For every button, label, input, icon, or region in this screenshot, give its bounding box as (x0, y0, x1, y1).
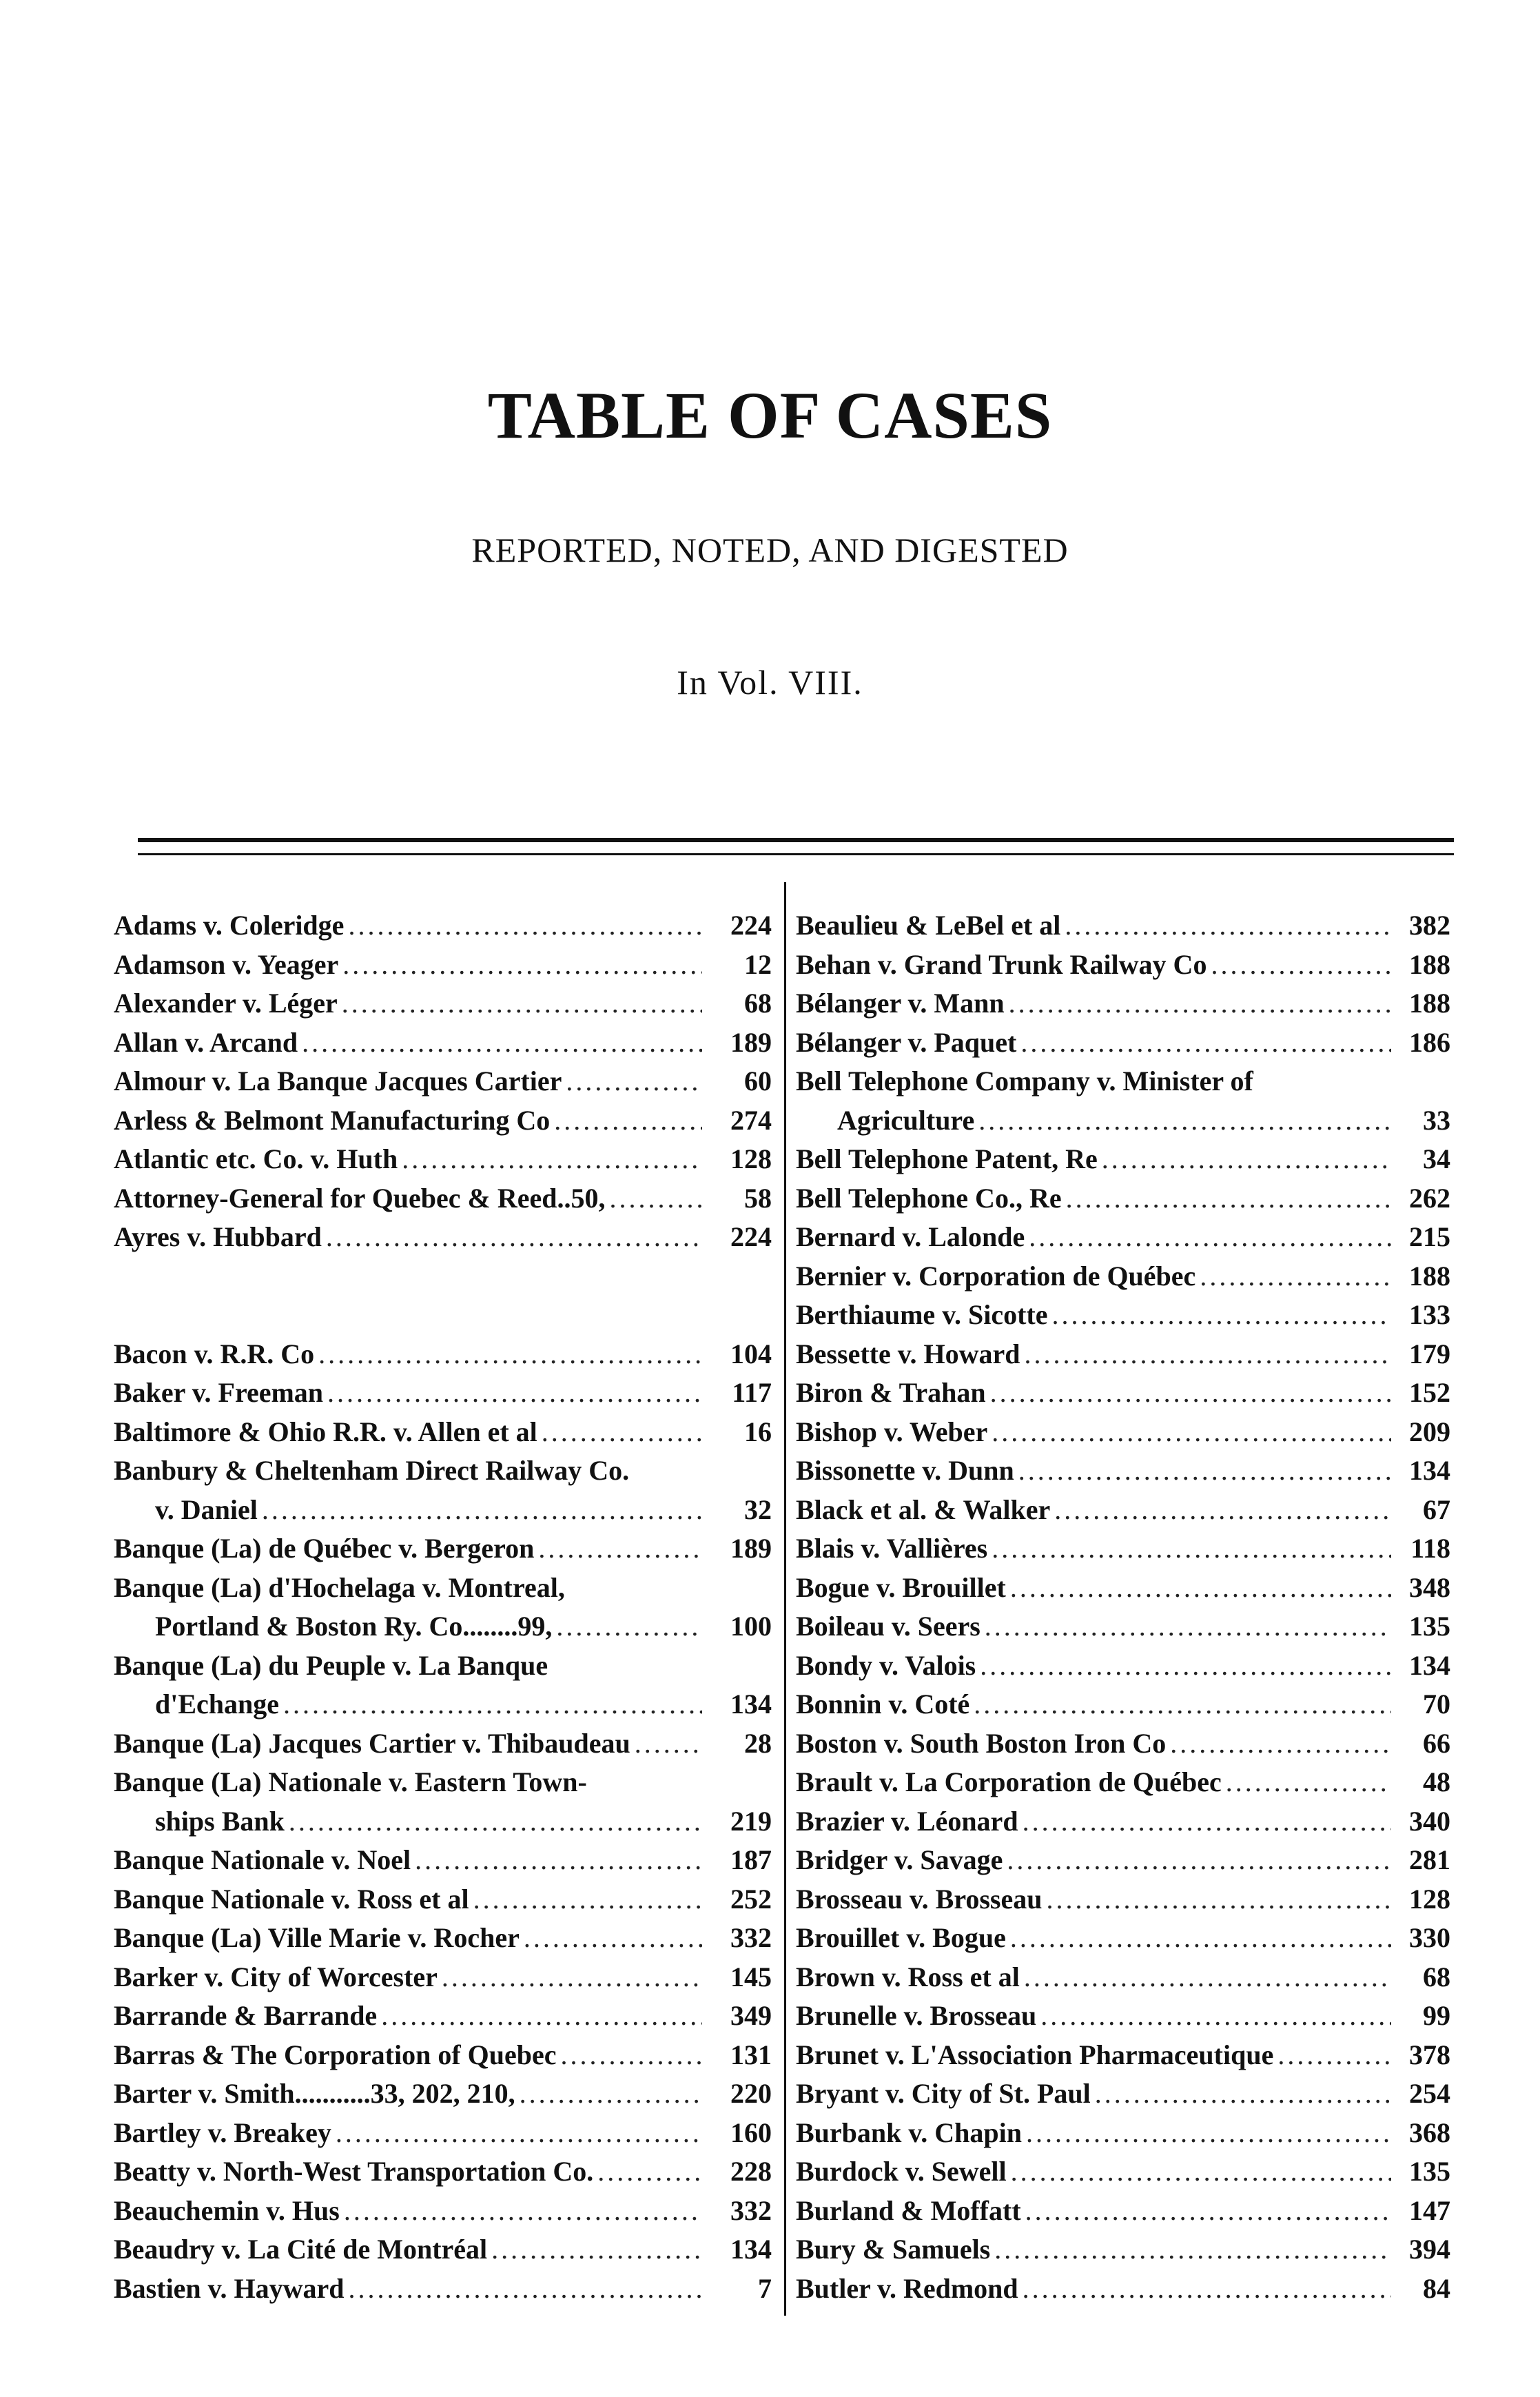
case-entry (114, 1763, 772, 1802)
page-number: 274 (730, 1104, 772, 1136)
page-number: 84 (1423, 2272, 1450, 2304)
leader-dots (566, 1062, 702, 1101)
page-number: 281 (1409, 1844, 1450, 1875)
case-entry (114, 1413, 772, 1452)
leader-dots (1025, 2192, 1391, 2231)
case-entry (796, 1763, 1450, 1802)
leader-dots (992, 1529, 1391, 1569)
page-number: 117 (732, 1377, 772, 1408)
page-number: 147 (1409, 2194, 1450, 2226)
case-name: ships Bank (155, 1805, 285, 1837)
page-number: 187 (730, 1844, 772, 1875)
case-name: Bessette v. Howard (796, 1338, 1020, 1369)
case-name: Brunet v. L'Association Pharmaceutique (796, 2039, 1274, 2070)
leader-dots (1011, 2152, 1391, 2192)
case-name: Banque (La) de Québec v. Bergeron (114, 1533, 535, 1564)
case-name: Banque Nationale v. Noel (114, 1844, 411, 1875)
case-name: Banque Nationale v. Ross et al (114, 1883, 469, 1915)
case-name: Banque (La) Nationale v. Eastern Town- (114, 1766, 587, 1797)
case-name: Brosseau v. Brosseau (796, 1883, 1043, 1915)
case-entry (796, 1841, 1450, 1880)
case-name: d'Echange (155, 1689, 280, 1720)
case-entry (114, 1062, 772, 1101)
case-name: Beatty v. North-West Transportation Co. (114, 2156, 594, 2187)
case-name: Banque (La) d'Hochelaga v. Montreal, (114, 1571, 565, 1603)
case-entry (796, 1140, 1450, 1179)
case-name: Burbank v. Chapin (796, 2116, 1022, 2148)
page-number: 68 (1423, 1961, 1450, 1992)
leader-dots (538, 1529, 702, 1569)
case-name: Beaulieu & LeBel et al (796, 910, 1061, 941)
page-number: 134 (730, 2234, 772, 2265)
page-number: 16 (744, 1416, 772, 1447)
case-entry (796, 1880, 1450, 1919)
leader-dots (262, 1491, 702, 1530)
leader-dots (635, 1724, 702, 1764)
page-number: 58 (744, 1182, 772, 1214)
case-name: Barrande & Barrande (114, 2000, 378, 2031)
leader-dots (402, 1140, 702, 1179)
case-entry (114, 906, 772, 946)
case-entry (796, 1529, 1450, 1569)
case-entry (796, 2152, 1450, 2192)
column-divider (784, 882, 786, 2316)
case-name: Bissonette v. Dunn (796, 1455, 1014, 1486)
leader-dots (1025, 1335, 1391, 1374)
page-number: 368 (1409, 2116, 1450, 2148)
case-entry (114, 1023, 772, 1063)
page-number: 189 (730, 1026, 772, 1058)
case-name: Baltimore & Ohio R.R. v. Allen et al (114, 1416, 537, 1447)
case-name: Almour v. La Banque Jacques Cartier (114, 1065, 562, 1096)
leader-dots (610, 1179, 702, 1218)
case-entry (796, 2230, 1450, 2270)
leader-dots (980, 1646, 1391, 1686)
leader-dots (348, 2270, 702, 2309)
case-entry (114, 1880, 772, 1919)
section-gap (114, 1257, 772, 1335)
case-entry (114, 1685, 772, 1724)
case-entry (114, 1607, 772, 1646)
page-number: 33 (1423, 1104, 1450, 1136)
leader-dots (318, 1335, 702, 1374)
leader-dots (524, 1919, 702, 1958)
page-number: 332 (730, 2194, 772, 2226)
case-entry (796, 2270, 1450, 2309)
case-entry (114, 1179, 772, 1218)
case-entry (114, 1335, 772, 1374)
case-name: Brunelle v. Brosseau (796, 2000, 1037, 2031)
case-name: Brazier v. Léonard (796, 1805, 1018, 1837)
leader-dots (985, 1607, 1391, 1646)
leader-dots (1170, 1724, 1391, 1764)
case-name: Portland & Boston Ry. Co........99, (155, 1611, 553, 1642)
page-number: 7 (758, 2272, 772, 2304)
leader-dots (1226, 1763, 1391, 1802)
page-number: 160 (730, 2116, 772, 2148)
case-name: Beauchemin v. Hus (114, 2194, 340, 2226)
case-entry (114, 1529, 772, 1569)
page-number: 128 (1409, 1883, 1450, 1915)
leader-dots (1040, 1997, 1391, 2036)
leader-dots (992, 1413, 1391, 1452)
case-entry (796, 1023, 1450, 1063)
page-number: 28 (744, 1727, 772, 1759)
case-entry (796, 1802, 1450, 1842)
page-number: 188 (1409, 988, 1450, 1019)
case-entry (796, 1919, 1450, 1958)
case-entry (114, 1997, 772, 2036)
case-name: Boileau v. Seers (796, 1611, 981, 1642)
right-column (796, 906, 1450, 2308)
leader-dots (974, 1685, 1391, 1724)
top-rule-thick (138, 838, 1454, 842)
case-name: Bondy v. Valois (796, 1649, 976, 1681)
case-entry (796, 1101, 1450, 1141)
case-entry (796, 984, 1450, 1023)
case-entry (114, 1802, 772, 1842)
case-entry (796, 1958, 1450, 1997)
page-number: 100 (730, 1611, 772, 1642)
case-entry (114, 1451, 772, 1491)
page-number: 135 (1409, 1611, 1450, 1642)
leader-dots (1211, 946, 1391, 985)
leader-dots (326, 1218, 702, 1257)
case-name: Banque (La) Ville Marie v. Rocher (114, 1922, 520, 1953)
page-number: 145 (730, 1961, 772, 1992)
case-name: Berthiaume v. Sicotte (796, 1299, 1048, 1330)
case-name: Brouillet v. Bogue (796, 1922, 1006, 1953)
case-name: Bernier v. Corporation de Québec (796, 1260, 1196, 1292)
leader-dots (1010, 1919, 1391, 1958)
page-number: 12 (744, 948, 772, 980)
case-entry (114, 2192, 772, 2231)
case-entry (796, 1413, 1450, 1452)
case-name: Brown v. Ross et al (796, 1961, 1020, 1992)
case-name: Brault v. La Corporation de Québec (796, 1766, 1222, 1797)
case-name: Burland & Moffatt (796, 2194, 1021, 2226)
case-entry (114, 1101, 772, 1141)
case-entry (114, 984, 772, 1023)
case-name: Bélanger v. Paquet (796, 1026, 1017, 1058)
case-entry (796, 1335, 1450, 1374)
page-number: 131 (730, 2039, 772, 2070)
leader-dots (1102, 1140, 1391, 1179)
leader-dots (1277, 2036, 1391, 2075)
case-name: Biron & Trahan (796, 1377, 986, 1408)
case-name: Burdock v. Sewell (796, 2156, 1007, 2187)
case-entry (114, 1841, 772, 1880)
page-number: 67 (1423, 1493, 1450, 1525)
leader-dots (1065, 906, 1391, 946)
case-entry (114, 2270, 772, 2309)
case-entry (114, 1218, 772, 1257)
case-entry (114, 1140, 772, 1179)
page-number: 219 (730, 1805, 772, 1837)
leader-dots (990, 1374, 1391, 1413)
case-name: Bell Telephone Company v. Minister of (796, 1065, 1253, 1096)
leader-dots (381, 1997, 702, 2036)
page-number: 262 (1409, 1182, 1450, 1214)
page-number: 60 (744, 1065, 772, 1096)
case-name: Black et al. & Walker (796, 1493, 1051, 1525)
case-entry (114, 1724, 772, 1764)
leader-dots (1046, 1880, 1391, 1919)
case-entry (114, 1491, 772, 1530)
page-number: 224 (730, 1221, 772, 1252)
page-number: 188 (1409, 1260, 1450, 1292)
case-entry (796, 1569, 1450, 1608)
case-name: Adams v. Coleridge (114, 910, 345, 941)
case-entry (114, 1569, 772, 1608)
case-entry (796, 946, 1450, 985)
page-subtitle: REPORTED, NOTED, AND DIGESTED (471, 531, 1069, 569)
case-name: Barker v. City of Worcester (114, 1961, 438, 1992)
case-name: Barter v. Smith...........33, 202, 210, (114, 2078, 515, 2109)
page-number: 186 (1409, 1026, 1450, 1058)
leader-dots (994, 2230, 1391, 2270)
leader-dots (1029, 1218, 1391, 1257)
page-number: 382 (1409, 910, 1450, 941)
case-name: Bogue v. Brouillet (796, 1571, 1006, 1603)
left-column (114, 906, 772, 2308)
case-name: Bell Telephone Patent, Re (796, 1143, 1098, 1174)
page-number: 48 (1423, 1766, 1450, 1797)
case-entry (796, 1491, 1450, 1530)
case-entry (796, 2192, 1450, 2231)
page-number: 349 (730, 2000, 772, 2031)
page-number: 228 (730, 2156, 772, 2187)
leader-dots (1020, 1023, 1391, 1063)
case-name: Bernard v. Lalonde (796, 1221, 1025, 1252)
leader-dots (561, 2036, 702, 2075)
case-name: Arless & Belmont Manufacturing Co (114, 1104, 551, 1136)
case-name: Adamson v. Yeager (114, 948, 339, 980)
case-name: Banque (La) Jacques Cartier v. Thibaudeau (114, 1727, 630, 1759)
top-rule-thin (138, 853, 1454, 855)
case-entry (796, 1218, 1450, 1257)
case-entry (796, 1997, 1450, 2036)
case-name: Banque (La) du Peuple v. La Banque (114, 1649, 548, 1681)
page-number: 209 (1409, 1416, 1450, 1447)
case-name: Baker v. Freeman (114, 1377, 324, 1408)
case-name: Attorney-General for Quebec & Reed..50, (114, 1182, 606, 1214)
case-name: Atlantic etc. Co. v. Huth (114, 1143, 398, 1174)
case-entry (114, 1646, 772, 1686)
case-entry (114, 2114, 772, 2153)
page-number: 34 (1423, 1143, 1450, 1174)
page-number: 340 (1409, 1805, 1450, 1837)
page-number: 104 (730, 1338, 772, 1369)
volume-label: In Vol. VIII. (677, 663, 863, 702)
page-number: 188 (1409, 948, 1450, 980)
case-entry (796, 1607, 1450, 1646)
leader-dots (1066, 1179, 1391, 1218)
leader-dots (1007, 1841, 1391, 1880)
page-number: 118 (1410, 1533, 1450, 1564)
leader-dots (342, 984, 702, 1023)
leader-dots (327, 1374, 702, 1413)
case-name: Bridger v. Savage (796, 1844, 1003, 1875)
case-entry (796, 2036, 1450, 2075)
case-name: Beaudry v. La Cité de Montréal (114, 2234, 488, 2265)
case-name: Banbury & Cheltenham Direct Railway Co. (114, 1455, 630, 1486)
case-entry (114, 2230, 772, 2270)
case-entry (114, 1374, 772, 1413)
case-name: Blais v. Vallières (796, 1533, 988, 1564)
page-number: 394 (1409, 2234, 1450, 2265)
leader-dots (302, 1023, 702, 1063)
case-entry (796, 1724, 1450, 1764)
case-entry (796, 1296, 1450, 1335)
leader-dots (473, 1880, 702, 1919)
leader-dots (336, 2114, 702, 2153)
leader-dots (344, 2192, 702, 2231)
case-entry (114, 2036, 772, 2075)
page-number: 68 (744, 988, 772, 1019)
case-entry (114, 2074, 772, 2114)
case-entry (796, 1062, 1450, 1101)
case-entry (796, 1451, 1450, 1491)
case-name: Bury & Samuels (796, 2234, 991, 2265)
leader-dots (491, 2230, 702, 2270)
leader-dots (1095, 2074, 1391, 2114)
leader-dots (1023, 2270, 1391, 2309)
case-entry (114, 2152, 772, 2192)
page-number: 252 (730, 1883, 772, 1915)
page-number: 66 (1423, 1727, 1450, 1759)
page-number: 134 (1409, 1455, 1450, 1486)
page-number: 224 (730, 910, 772, 941)
page-number: 254 (1409, 2078, 1450, 2109)
case-name: Bryant v. City of St. Paul (796, 2078, 1091, 2109)
case-entry (796, 2074, 1450, 2114)
leader-dots (556, 1607, 702, 1646)
leader-dots (1026, 2114, 1391, 2153)
case-name: Bonnin v. Coté (796, 1689, 970, 1720)
leader-dots (1009, 984, 1391, 1023)
case-name: v. Daniel (155, 1493, 258, 1525)
case-name: Butler v. Redmond (796, 2272, 1018, 2304)
case-entry (114, 1919, 772, 1958)
page-number: 179 (1409, 1338, 1450, 1369)
leader-dots (542, 1413, 702, 1452)
page-number: 70 (1423, 1689, 1450, 1720)
leader-dots (415, 1841, 702, 1880)
case-name: Ayres v. Hubbard (114, 1221, 322, 1252)
leader-dots (554, 1101, 702, 1141)
leader-dots (520, 2074, 702, 2114)
page-title: TABLE OF CASES (487, 378, 1053, 452)
page-number: 378 (1409, 2039, 1450, 2070)
case-name: Barras & The Corporation of Quebec (114, 2039, 557, 2070)
leader-dots (597, 2152, 702, 2192)
case-entry (796, 1646, 1450, 1686)
page-number: 220 (730, 2078, 772, 2109)
leader-dots (442, 1958, 702, 1997)
leader-dots (1010, 1569, 1391, 1608)
case-name: Bell Telephone Co., Re (796, 1182, 1062, 1214)
leader-dots (1052, 1296, 1392, 1335)
case-name: Bishop v. Weber (796, 1416, 988, 1447)
page-number: 330 (1409, 1922, 1450, 1953)
leader-dots (978, 1101, 1391, 1141)
leader-dots (289, 1802, 702, 1842)
case-name: Boston v. South Boston Iron Co (796, 1727, 1167, 1759)
page-number: 215 (1409, 1221, 1450, 1252)
page-number: 134 (730, 1689, 772, 1720)
leader-dots (283, 1685, 702, 1724)
case-entry (114, 1958, 772, 1997)
case-name: Bacon v. R.R. Co (114, 1338, 315, 1369)
case-entry (114, 946, 772, 985)
case-name: Behan v. Grand Trunk Railway Co (796, 948, 1207, 980)
page-number: 134 (1409, 1649, 1450, 1681)
case-entry (796, 1374, 1450, 1413)
case-name: Bélanger v. Mann (796, 988, 1005, 1019)
page-number: 135 (1409, 2156, 1450, 2187)
leader-dots (1054, 1491, 1391, 1530)
leader-dots (342, 946, 702, 985)
leader-dots (1024, 1958, 1391, 1997)
case-entry (796, 2114, 1450, 2153)
page-number: 32 (744, 1493, 772, 1525)
case-name: Bartley v. Breakey (114, 2116, 331, 2148)
leader-dots (1023, 1802, 1391, 1842)
leader-dots (1018, 1451, 1391, 1491)
case-name: Agriculture (837, 1104, 975, 1136)
case-entry (796, 1179, 1450, 1218)
page-number: 133 (1409, 1299, 1450, 1330)
leader-dots (348, 906, 702, 946)
page-number: 332 (730, 1922, 772, 1953)
page-number: 152 (1409, 1377, 1450, 1408)
case-entry (796, 1685, 1450, 1724)
page-number: 189 (730, 1533, 772, 1564)
case-name: Bastien v. Hayward (114, 2272, 345, 2304)
page-number: 348 (1409, 1571, 1450, 1603)
leader-dots (1200, 1257, 1391, 1296)
page-number: 128 (730, 1143, 772, 1174)
case-name: Allan v. Arcand (114, 1026, 298, 1058)
case-entry (796, 906, 1450, 946)
case-name: Alexander v. Léger (114, 988, 338, 1019)
page-number: 99 (1423, 2000, 1450, 2031)
case-entry (796, 1257, 1450, 1296)
